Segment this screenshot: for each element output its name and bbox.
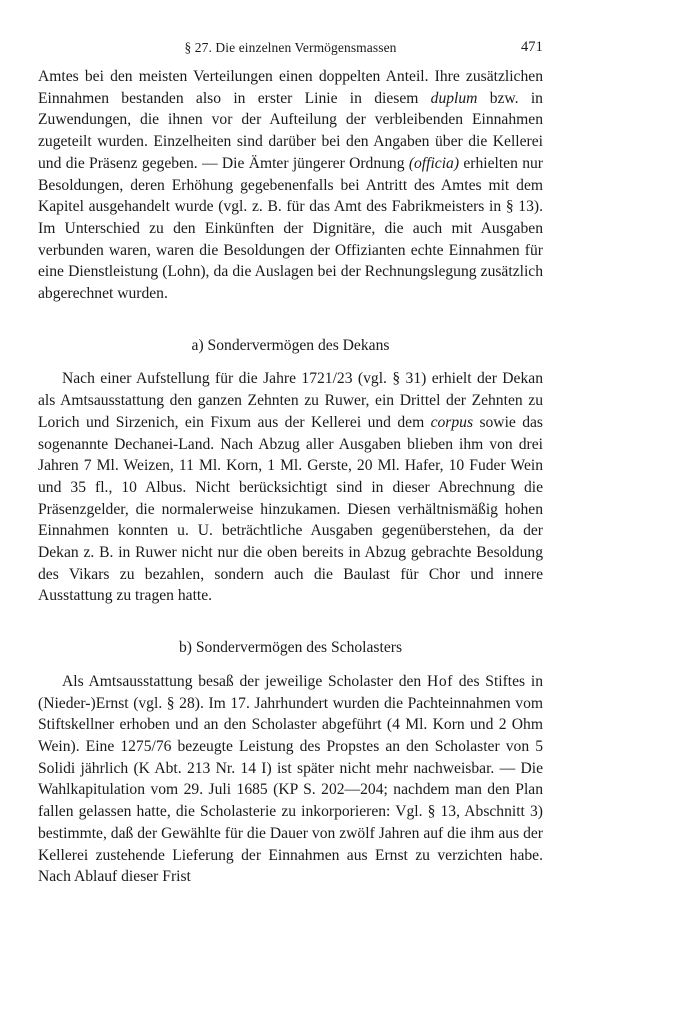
paragraph-text: erhielten nur Besoldungen, deren Erhöhung gegebenenfalls bei Antritt des Amtes mit dem Kapitel ausgehandelt wurde (vgl. z. B. für das Amt des Fabrikmeisters in § 13). Im Unterschied zu den Einkünften der Dignitäre, die auch mit Ausgaben verbunden waren, waren die Besoldungen der Offizianten echte Einnahmen für eine Dienstleistung (Lohn), da die Auslagen bei der Rechnungslegung zusätzlich abgerechnet wurden. bbox=[38, 154, 543, 303]
italic-term: duplum bbox=[430, 89, 478, 107]
page-number: 471 bbox=[520, 39, 543, 55]
italic-term: corpus bbox=[430, 413, 474, 431]
paragraph-text: bzw. in Zuwendungen, die ihnen vor der Aufteilung der verbleibenden Einnahmen zugeteilt wurden. Einzelheiten sind darüber bei den Angaben über die Kellerei und die Präsenz gegeben. — Die Ämter jüngerer Ordnung bbox=[38, 89, 543, 172]
section-heading-scholaster: b) Sondervermögen des Scholasters bbox=[178, 639, 403, 657]
paragraph-text: des Stiftes in (Nieder-)Ernst (vgl. § 28). Im 17. Jahrhundert wurden die Pachteinnahmen vom Stiftskellner erhoben und an den Scholaster abgeführt (4 Ml. Korn und 2 Ohm Wein). Eine 1275/76 bezeugte Leistung des Propstes an den Scholaster von 5 Solidi jährlich (K Abt. 213 Nr. 14 I) ist später nicht mehr nachweisbar. — Die Wahlkapitulation vom 29. Juli 1685 (KP S. 202—204; nachdem man den Plan fallen gelassen hatte, die Scholasterie zu inkorporieren: Vgl. § 13, Abschnitt 3) bestimmte, daß der Gewählte für die Dauer von zwölf Jahren auf die ihm aus der Kellerei zustehende Lieferung der Einnahmen aus Ernst zu verzichten habe. Nach Ablauf dieser Frist bbox=[38, 672, 543, 886]
section-heading-dekan: a) Sondervermögen des Dekans bbox=[191, 336, 390, 354]
paragraph-continuation bbox=[38, 66, 543, 305]
paragraph-text: Nach einer Aufstellung für die Jahre 1721/23 (vgl. § 31) erhielt der Dekan als Amtsausstattung den ganzen Zehnten zu Ruwer, ein Drittel der Zehnten zu Lorich und Sirzenich, ein Fixum aus der Kellerei und dem bbox=[38, 370, 543, 431]
running-header bbox=[38, 40, 543, 66]
spaced-term: Hof bbox=[426, 672, 454, 690]
body-text bbox=[38, 66, 543, 888]
paragraph-dekan bbox=[38, 368, 543, 607]
paragraph-text: Amtes bei den meisten Verteilungen einen doppelten Anteil. Ihre zusätzlichen Einnahmen bestanden also in erster Linie in diesem bbox=[38, 68, 543, 107]
italic-term: (officia) bbox=[408, 154, 460, 172]
paragraph-text: sowie das sogenannte Dechanei-Land. Nach Abzug aller Ausgaben blieben ihm von drei Jahren 7 Ml. Weizen, 11 Ml. Korn, 1 Ml. Gerste, 20 Ml. Hafer, 10 Fuder Wein und 35 fl., 10 Albus. Nicht berücksichtigt sind in dieser Abrechnung die Präsenzgelder, die normalerweise hinzukamen. Diesen verhältnismäßig hohen Einnahmen konnten u. U. beträchtliche Ausgaben gegenüberstehen, da der Dekan z. B. in Ruwer nicht nur die oben bereits in Abzug gebrachte Besoldung des Vikars zu bezahlen, sondern auch die Baulast für Chor und innere Ausstattung zu tragen hatte. bbox=[38, 413, 543, 605]
book-page bbox=[38, 40, 543, 888]
paragraph-text: Als Amtsausstattung besaß der jeweilige Scholaster den bbox=[62, 672, 427, 690]
paragraph-scholaster bbox=[38, 671, 543, 888]
header-title: § 27. Die einzelnen Vermögensmassen bbox=[184, 40, 397, 55]
